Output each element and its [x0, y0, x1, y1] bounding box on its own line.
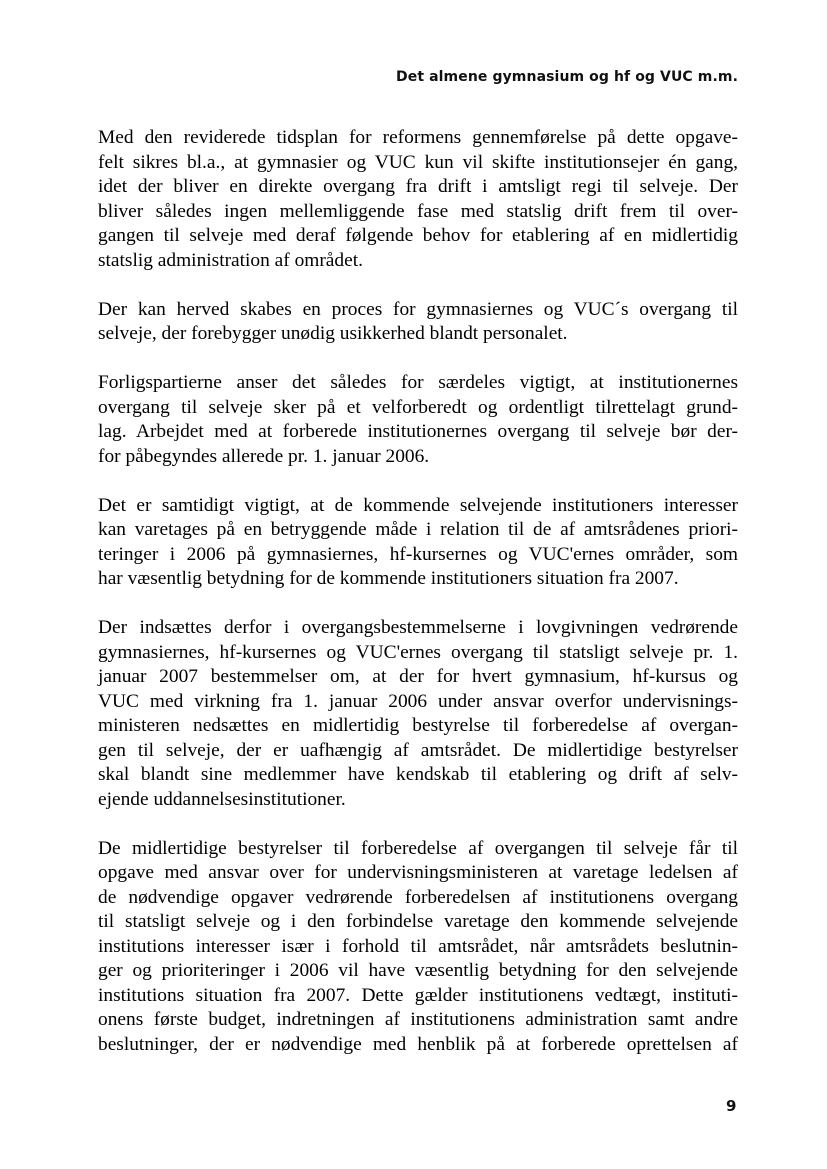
- text-line: bliver således ingen mellemliggende fase med statslig drift frem til over-: [98, 200, 738, 222]
- paragraph-3: [98, 371, 738, 469]
- text-line: beslutninger, der er nødvendige med henblik på at forberede oprettelsen af: [98, 1033, 738, 1055]
- text-line: har væsentlig betydning for de kommende institutioners situation fra 2007.: [98, 568, 679, 589]
- text-line: idet der bliver en direkte overgang fra drift i amtsligt regi til selveje. Der: [98, 176, 738, 197]
- text-line: til statsligt selveje og i den forbindelse varetage den kommende selvejende: [98, 911, 738, 932]
- text-line: ejende uddannelsesinstitutioner.: [98, 788, 346, 810]
- text-line: institutions situation fra 2007. Dette gælder institutionens vedtægt, instituti-: [98, 984, 738, 1006]
- text-line: selveje, der forebygger unødig usikkerhed blandt personalet.: [98, 323, 568, 344]
- text-line: Det er samtidigt vigtigt, at de kommende selvejende institutioners interesser: [98, 494, 738, 516]
- text-line: for påbegyndes allerede pr. 1. januar 2006.: [98, 445, 430, 467]
- text-line: teringer i 2006 på gymnasiernes, hf-kursernes og VUC'ernes områder, som: [98, 543, 738, 565]
- running-header: Det almene gymnasium og hf og VUC m.m.: [396, 69, 738, 85]
- text-line: VUC med virkning fra 1. januar 2006 under ansvar overfor undervisnings-: [98, 690, 738, 712]
- text-line: Med den reviderede tidsplan for reformens gennemførelse på dette opgave-: [98, 127, 738, 148]
- text-line: kan varetages på en betryggende måde i relation til de af amtsrådenes priori-: [98, 519, 738, 540]
- paragraph-2: [98, 298, 738, 347]
- text-line: Forligspartierne anser det således for særdeles vigtigt, at institutionernes: [98, 372, 738, 393]
- text-line: lag. Arbejdet med at forberede institutionernes overgang til selveje bør der-: [98, 421, 738, 442]
- paragraph-6: [98, 837, 738, 1058]
- text-line: statslig administration af området.: [98, 249, 363, 271]
- text-line: overgang til selveje sker på et velforberedt og ordentligt tilrettelagt grund-: [98, 396, 738, 418]
- paragraph-1: [98, 126, 738, 273]
- text-line: gen til selveje, der er uafhængig af amtsrådet. De midlertidige bestyrelser: [98, 739, 738, 761]
- text-line: felt sikres bl.a., at gymnasier og VUC kun vil skifte institutionsejer én gang,: [98, 151, 738, 173]
- paragraph-4: [98, 494, 738, 592]
- text-line: gymnasiernes, hf-kursernes og VUC'ernes overgang til statsligt selveje pr. 1.: [98, 641, 738, 663]
- text-line: Der kan herved skabes en proces for gymnasiernes og VUC´s overgang til: [98, 298, 738, 320]
- text-line: opgave med ansvar over for undervisningsministeren at varetage ledelsen af: [98, 862, 738, 883]
- text-line: skal blandt sine medlemmer have kendskab til etablering og drift af selv-: [98, 764, 738, 785]
- text-line: gangen til selveje med deraf følgende behov for etablering af en midlertidig: [98, 225, 738, 246]
- text-line: ger og prioriteringer i 2006 vil have væsentlig betydning for den selvejende: [98, 960, 738, 981]
- text-line: januar 2007 bestemmelser om, at der for hvert gymnasium, hf-kursus og: [98, 666, 738, 687]
- text-line: De midlertidige bestyrelser til forberedelse af overgangen til selveje får til: [98, 837, 738, 859]
- page-number: 9: [726, 1097, 737, 1115]
- text-line: onens første budget, indretningen af institutionens administration samt andre: [98, 1009, 738, 1030]
- text-line: de nødvendige opgaver vedrørende forberedelsen af institutionens overgang: [98, 886, 738, 908]
- text-line: Der indsættes derfor i overgangsbestemmelserne i lovgivningen vedrørende: [98, 617, 738, 638]
- paragraph-5: [98, 616, 738, 812]
- body-text: [98, 126, 738, 1082]
- text-line: institutions interesser især i forhold til amtsrådet, når amtsrådets beslutnin-: [98, 935, 738, 957]
- text-line: ministeren nedsættes en midlertidig bestyrelse til forberedelse af overgan-: [98, 715, 738, 736]
